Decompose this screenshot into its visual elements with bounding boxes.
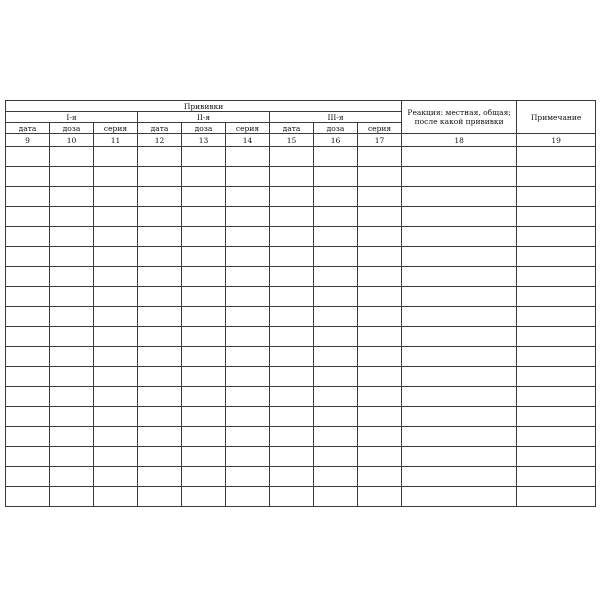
entry-row <box>6 247 596 267</box>
entry-cell[interactable] <box>402 407 517 427</box>
entry-cell[interactable] <box>270 307 314 327</box>
entry-cell[interactable] <box>226 267 270 287</box>
entry-cell[interactable] <box>182 187 226 207</box>
entry-cell[interactable] <box>314 307 358 327</box>
entry-cell[interactable] <box>6 147 50 167</box>
entry-row <box>6 207 596 227</box>
entry-cell[interactable] <box>6 487 50 507</box>
entry-cell[interactable] <box>6 407 50 427</box>
entry-row <box>6 167 596 187</box>
entry-cell[interactable] <box>226 147 270 167</box>
entry-cell[interactable] <box>517 207 596 227</box>
entry-cell[interactable] <box>358 447 402 467</box>
entry-cell[interactable] <box>517 267 596 287</box>
entry-cell[interactable] <box>270 187 314 207</box>
entry-cell[interactable] <box>94 227 138 247</box>
entry-cell[interactable] <box>270 147 314 167</box>
entry-cell[interactable] <box>50 267 94 287</box>
entry-cell[interactable] <box>138 147 182 167</box>
entry-cell[interactable] <box>314 467 358 487</box>
entry-cell[interactable] <box>517 187 596 207</box>
entry-cell[interactable] <box>402 147 517 167</box>
round-2-date-header: дата <box>138 123 182 134</box>
entry-cell[interactable] <box>50 167 94 187</box>
entry-cell[interactable] <box>402 327 517 347</box>
entry-cell[interactable] <box>6 187 50 207</box>
entry-cell[interactable] <box>226 487 270 507</box>
entry-cell[interactable] <box>226 387 270 407</box>
entry-row <box>6 187 596 207</box>
entry-cell[interactable] <box>6 347 50 367</box>
column-number: 9 <box>6 134 50 147</box>
entry-cell[interactable] <box>138 347 182 367</box>
entry-cell[interactable] <box>6 207 50 227</box>
entry-cell[interactable] <box>402 187 517 207</box>
entry-row <box>6 287 596 307</box>
entry-cell[interactable] <box>226 327 270 347</box>
entry-cell[interactable] <box>314 267 358 287</box>
entry-cell[interactable] <box>358 467 402 487</box>
entry-cell[interactable] <box>6 387 50 407</box>
column-number: 13 <box>182 134 226 147</box>
entry-cell[interactable] <box>226 207 270 227</box>
entry-cell[interactable] <box>402 247 517 267</box>
entry-cell[interactable] <box>517 167 596 187</box>
entry-cell[interactable] <box>182 267 226 287</box>
entry-cell[interactable] <box>94 327 138 347</box>
entry-cell[interactable] <box>270 487 314 507</box>
round-3-series-header: серия <box>358 123 402 134</box>
entry-cell[interactable] <box>182 387 226 407</box>
entry-cell[interactable] <box>358 207 402 227</box>
entry-cell[interactable] <box>182 207 226 227</box>
entry-cell[interactable] <box>226 407 270 427</box>
entry-cell[interactable] <box>314 447 358 467</box>
entry-cell[interactable] <box>517 387 596 407</box>
entry-cell[interactable] <box>50 147 94 167</box>
entry-row <box>6 487 596 507</box>
entry-cell[interactable] <box>50 367 94 387</box>
vaccinations-header: Прививки <box>6 101 402 112</box>
entry-cell[interactable] <box>402 167 517 187</box>
entry-cell[interactable] <box>270 347 314 367</box>
entry-cell[interactable] <box>94 447 138 467</box>
entry-cell[interactable] <box>358 147 402 167</box>
entry-cell[interactable] <box>402 287 517 307</box>
entry-cell[interactable] <box>314 187 358 207</box>
entry-cell[interactable] <box>226 467 270 487</box>
entry-cell[interactable] <box>226 247 270 267</box>
entry-cell[interactable] <box>270 387 314 407</box>
entry-cell[interactable] <box>358 407 402 427</box>
entry-row <box>6 367 596 387</box>
entry-cell[interactable] <box>314 387 358 407</box>
entry-cell[interactable] <box>358 167 402 187</box>
entry-cell[interactable] <box>402 387 517 407</box>
entry-cell[interactable] <box>402 307 517 327</box>
entry-cell[interactable] <box>517 147 596 167</box>
entry-cell[interactable] <box>314 407 358 427</box>
entry-cell[interactable] <box>517 227 596 247</box>
entry-cell[interactable] <box>314 487 358 507</box>
entry-cell[interactable] <box>517 327 596 347</box>
entry-cell[interactable] <box>50 207 94 227</box>
entry-cell[interactable] <box>358 267 402 287</box>
entry-cell[interactable] <box>358 307 402 327</box>
column-number: 15 <box>270 134 314 147</box>
entry-cell[interactable] <box>517 287 596 307</box>
column-number: 16 <box>314 134 358 147</box>
entry-cell[interactable] <box>94 167 138 187</box>
entry-cell[interactable] <box>182 227 226 247</box>
entry-cell[interactable] <box>50 187 94 207</box>
entry-cell[interactable] <box>517 307 596 327</box>
entry-cell[interactable] <box>358 347 402 367</box>
entry-cell[interactable] <box>226 347 270 367</box>
round-2-series-header: серия <box>226 123 270 134</box>
entry-cell[interactable] <box>517 367 596 387</box>
entry-row <box>6 267 596 287</box>
entry-cell[interactable] <box>270 207 314 227</box>
entry-cell[interactable] <box>358 367 402 387</box>
entry-cell[interactable] <box>270 227 314 247</box>
entry-cell[interactable] <box>358 287 402 307</box>
entry-cell[interactable] <box>314 327 358 347</box>
entry-cell[interactable] <box>182 167 226 187</box>
entry-cell[interactable] <box>94 307 138 327</box>
entry-cell[interactable] <box>50 487 94 507</box>
entry-cell[interactable] <box>314 347 358 367</box>
entry-cell[interactable] <box>50 347 94 367</box>
entry-cell[interactable] <box>138 287 182 307</box>
form-table <box>5 100 596 507</box>
entry-cell[interactable] <box>182 147 226 167</box>
round-3-dose-header: доза <box>314 123 358 134</box>
entry-cell[interactable] <box>226 367 270 387</box>
entry-cell[interactable] <box>6 447 50 467</box>
entry-cell[interactable] <box>138 207 182 227</box>
round-1-date-header: дата <box>6 123 50 134</box>
reaction-header: Реакция: местная, общая; после какой прививки <box>402 101 517 134</box>
entry-cell[interactable] <box>226 227 270 247</box>
entry-cell[interactable] <box>6 167 50 187</box>
entry-cell[interactable] <box>402 467 517 487</box>
entry-cell[interactable] <box>138 367 182 387</box>
entry-cell[interactable] <box>138 487 182 507</box>
entry-cell[interactable] <box>6 467 50 487</box>
entry-cell[interactable] <box>402 267 517 287</box>
entry-row <box>6 467 596 487</box>
entry-cell[interactable] <box>182 347 226 367</box>
entry-cell[interactable] <box>314 227 358 247</box>
entry-cell[interactable] <box>517 447 596 467</box>
entry-cell[interactable] <box>50 387 94 407</box>
entry-cell[interactable] <box>138 387 182 407</box>
column-number: 18 <box>402 134 517 147</box>
note-header: Примечание <box>517 101 596 134</box>
entry-cell[interactable] <box>6 287 50 307</box>
entry-cell[interactable] <box>94 287 138 307</box>
entry-cell[interactable] <box>94 467 138 487</box>
entry-cell[interactable] <box>402 447 517 467</box>
entry-cell[interactable] <box>314 367 358 387</box>
entry-cell[interactable] <box>314 427 358 447</box>
entry-cell[interactable] <box>270 427 314 447</box>
entry-cell[interactable] <box>226 447 270 467</box>
entry-cell[interactable] <box>402 427 517 447</box>
entry-cell[interactable] <box>50 407 94 427</box>
entry-cell[interactable] <box>138 407 182 427</box>
entry-cell[interactable] <box>402 367 517 387</box>
entry-cell[interactable] <box>226 187 270 207</box>
entry-cell[interactable] <box>138 267 182 287</box>
entry-cell[interactable] <box>50 247 94 267</box>
entry-cell[interactable] <box>517 407 596 427</box>
entry-cell[interactable] <box>517 347 596 367</box>
entry-cell[interactable] <box>138 227 182 247</box>
entry-cell[interactable] <box>182 447 226 467</box>
entry-cell[interactable] <box>358 487 402 507</box>
round-1-dose-header: доза <box>50 123 94 134</box>
entry-cell[interactable] <box>6 427 50 447</box>
entry-cell[interactable] <box>94 427 138 447</box>
entry-cell[interactable] <box>314 167 358 187</box>
entry-cell[interactable] <box>94 407 138 427</box>
entry-cell[interactable] <box>6 267 50 287</box>
entry-cell[interactable] <box>182 407 226 427</box>
column-number: 12 <box>138 134 182 147</box>
entry-cell[interactable] <box>138 327 182 347</box>
entry-cell[interactable] <box>50 327 94 347</box>
column-number: 14 <box>226 134 270 147</box>
entry-cell[interactable] <box>517 487 596 507</box>
entry-cell[interactable] <box>182 247 226 267</box>
entry-cell[interactable] <box>226 287 270 307</box>
column-number: 11 <box>94 134 138 147</box>
entry-cell[interactable] <box>358 387 402 407</box>
entry-cell[interactable] <box>138 167 182 187</box>
entry-cell[interactable] <box>94 247 138 267</box>
entry-cell[interactable] <box>270 167 314 187</box>
entry-cell[interactable] <box>358 247 402 267</box>
entry-row <box>6 227 596 247</box>
entry-row <box>6 307 596 327</box>
entry-cell[interactable] <box>226 167 270 187</box>
entry-cell[interactable] <box>182 427 226 447</box>
header-row-1 <box>6 101 596 112</box>
entry-row <box>6 327 596 347</box>
round-2-header: II-я <box>138 112 270 123</box>
entry-row <box>6 407 596 427</box>
entry-cell[interactable] <box>138 247 182 267</box>
round-2-dose-header: доза <box>182 123 226 134</box>
round-1-header: I-я <box>6 112 138 123</box>
column-number: 10 <box>50 134 94 147</box>
round-3-date-header: дата <box>270 123 314 134</box>
entry-cell[interactable] <box>6 307 50 327</box>
entry-cell[interactable] <box>94 147 138 167</box>
entry-cell[interactable] <box>517 247 596 267</box>
entry-row <box>6 427 596 447</box>
entry-cell[interactable] <box>358 187 402 207</box>
entry-cell[interactable] <box>270 447 314 467</box>
entry-cell[interactable] <box>94 347 138 367</box>
column-number: 19 <box>517 134 596 147</box>
entry-cell[interactable] <box>314 147 358 167</box>
entry-cell[interactable] <box>270 467 314 487</box>
entry-cell[interactable] <box>6 367 50 387</box>
entry-cell[interactable] <box>6 227 50 247</box>
entry-cell[interactable] <box>402 487 517 507</box>
column-number: 17 <box>358 134 402 147</box>
entry-cell[interactable] <box>314 247 358 267</box>
entry-cell[interactable] <box>50 227 94 247</box>
entry-cell[interactable] <box>517 427 596 447</box>
column-number-row <box>6 134 596 147</box>
entry-cell[interactable] <box>94 267 138 287</box>
entry-cell[interactable] <box>50 287 94 307</box>
entry-cell[interactable] <box>358 327 402 347</box>
entry-cell[interactable] <box>270 287 314 307</box>
entry-cell[interactable] <box>50 467 94 487</box>
entry-cell[interactable] <box>182 307 226 327</box>
entry-cell[interactable] <box>402 207 517 227</box>
entry-cell[interactable] <box>270 407 314 427</box>
entry-cell[interactable] <box>270 367 314 387</box>
entry-cell[interactable] <box>402 227 517 247</box>
entry-row <box>6 147 596 167</box>
entry-row <box>6 347 596 367</box>
entry-cell[interactable] <box>138 467 182 487</box>
entry-cell[interactable] <box>517 467 596 487</box>
entry-cell[interactable] <box>94 367 138 387</box>
entry-cell[interactable] <box>270 247 314 267</box>
entry-cell[interactable] <box>50 427 94 447</box>
entry-cell[interactable] <box>226 427 270 447</box>
entry-cell[interactable] <box>226 307 270 327</box>
entry-cell[interactable] <box>138 427 182 447</box>
entry-cell[interactable] <box>138 307 182 327</box>
round-3-header: III-я <box>270 112 402 123</box>
entry-cell[interactable] <box>314 207 358 227</box>
entry-cell[interactable] <box>138 447 182 467</box>
entry-cell[interactable] <box>94 387 138 407</box>
entry-cell[interactable] <box>314 287 358 307</box>
entry-row <box>6 387 596 407</box>
entry-cell[interactable] <box>182 487 226 507</box>
entry-row <box>6 447 596 467</box>
entry-cell[interactable] <box>270 267 314 287</box>
entry-cell[interactable] <box>94 207 138 227</box>
entry-cell[interactable] <box>182 327 226 347</box>
entry-cell[interactable] <box>182 467 226 487</box>
entry-cell[interactable] <box>182 367 226 387</box>
entry-cell[interactable] <box>270 327 314 347</box>
entry-cell[interactable] <box>402 347 517 367</box>
entry-cell[interactable] <box>6 247 50 267</box>
vaccination-form-table <box>5 100 595 507</box>
entry-cell[interactable] <box>94 187 138 207</box>
entry-cell[interactable] <box>358 227 402 247</box>
entry-cell[interactable] <box>94 487 138 507</box>
entry-cell[interactable] <box>50 447 94 467</box>
round-1-series-header: серия <box>94 123 138 134</box>
entry-cell[interactable] <box>50 307 94 327</box>
entry-cell[interactable] <box>6 327 50 347</box>
entry-cell[interactable] <box>358 427 402 447</box>
entry-cell[interactable] <box>182 287 226 307</box>
entry-cell[interactable] <box>138 187 182 207</box>
